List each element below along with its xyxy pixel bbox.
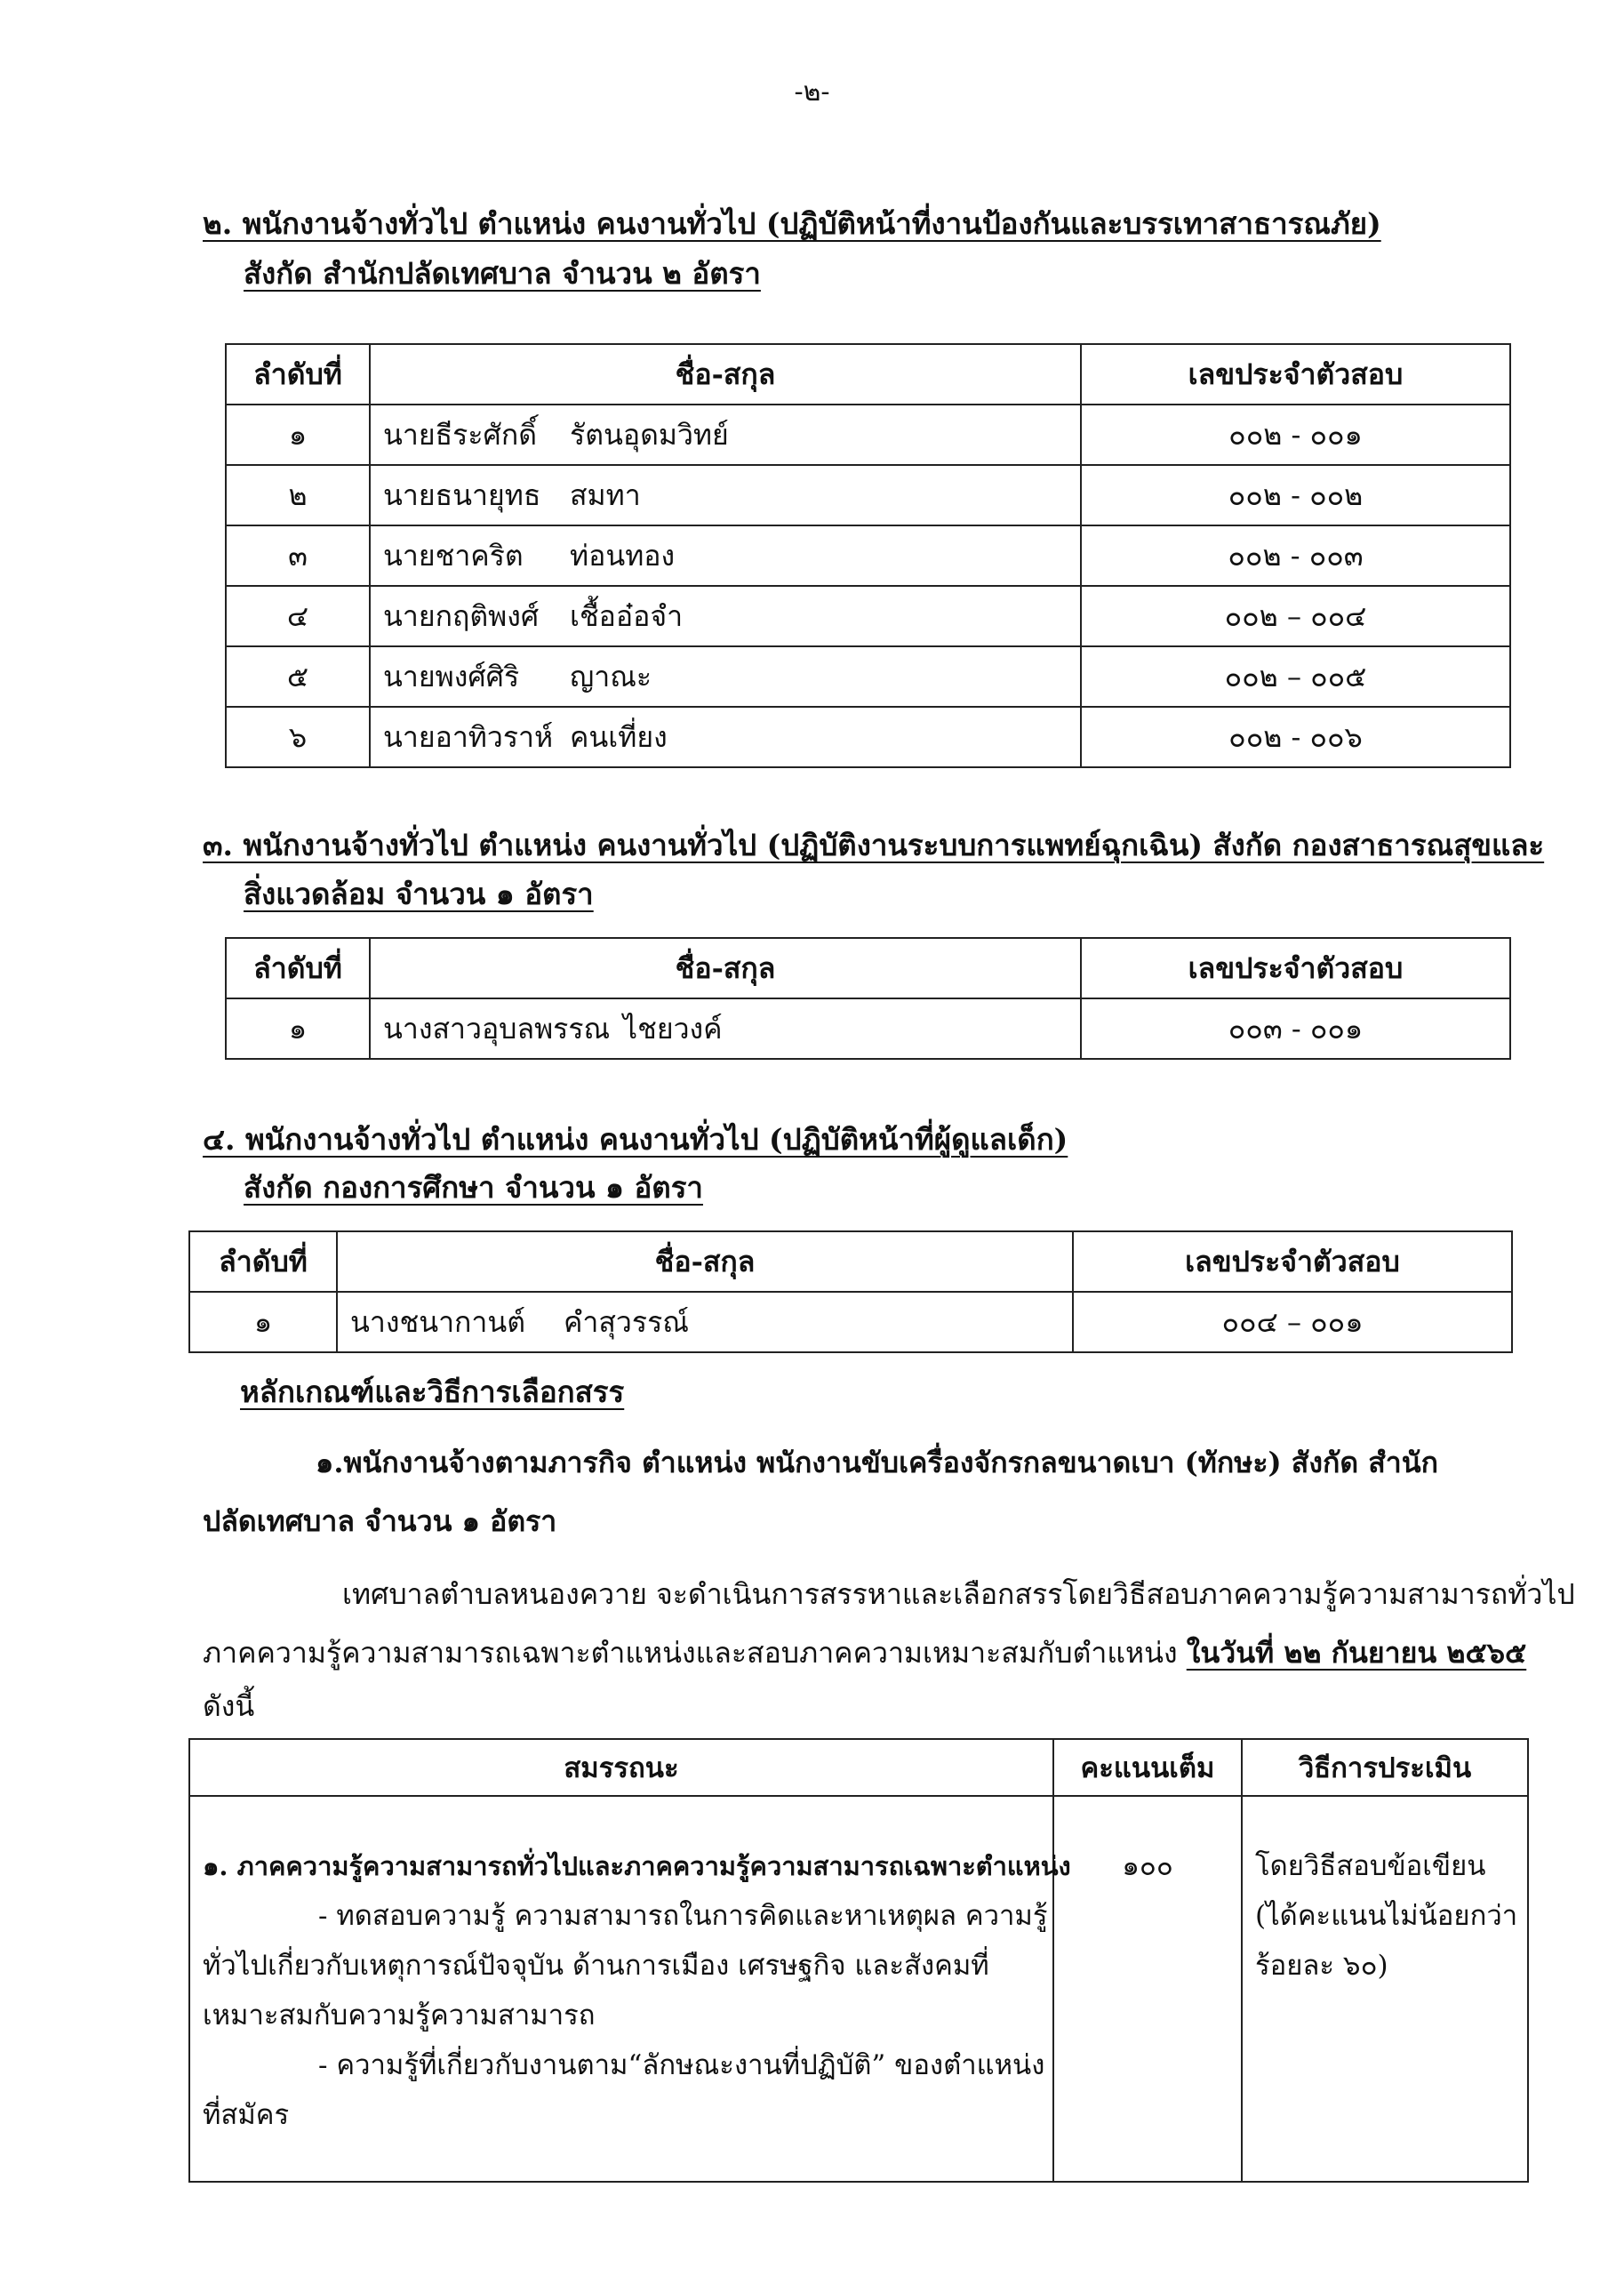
row-no: ๕ (226, 646, 370, 707)
row-exam-id: ๐๐๒ - ๐๐๑ (1081, 405, 1510, 465)
table-row (226, 707, 1510, 767)
criteria-item1-line2: ปลัดเทศบาล จำนวน ๑ อัตรา (203, 1504, 557, 1538)
criteria-paragraph-line2: ภาคความรู้ความสามารถเฉพาะตำแหน่งและสอบภาคความเหมาะสมกับตำแหน่ง ในวันที่ ๒๒ กันยายน ๒๕๖๕ (203, 1636, 1527, 1670)
row-exam-id: ๐๐๒ – ๐๐๕ (1081, 646, 1510, 707)
table-row (226, 465, 1510, 525)
col-header-competency: สมรรถนะ (189, 1739, 1053, 1796)
section3-heading-line2: สิ่งแวดล้อม จำนวน ๑ อัตรา (244, 877, 594, 911)
method-line2: (ได้คะแนนไม่น้อยกว่า (1255, 1900, 1518, 1932)
col-header-no: ลำดับที่ (189, 1231, 337, 1292)
col-header-name: ชื่อ-สกุล (370, 938, 1081, 998)
competency-bullet2-line1: - ความรู้ที่เกี่ยวกับงานตาม“ลักษณะงานที่ปฏิบัติ” ของตำแหน่ง (318, 2049, 1045, 2081)
exam-date: ในวันที่ ๒๒ กันยายน ๒๕๖๕ (1186, 1636, 1527, 1670)
method-cell (1242, 1796, 1528, 2182)
table-row (226, 525, 1510, 586)
row-name: นายธนายุทธ สมทา (370, 465, 1081, 525)
row-name: นายกฤติพงศ์ เชื้ออ๋อจำ (370, 586, 1081, 646)
criteria-paragraph-line3: ดังนี้ (203, 1689, 255, 1723)
col-header-no: ลำดับที่ (226, 344, 370, 405)
method-line1: โดยวิธีสอบข้อเขียน (1255, 1850, 1486, 1882)
col-header-exam-id: เลขประจำตัวสอบ (1081, 938, 1510, 998)
competency-title: ๑. ภาคความรู้ความสามารถทั่วไปและภาคความรู้ความสามารถเฉพาะตำแหน่ง (203, 1851, 1071, 1881)
col-header-name: ชื่อ-สกุล (370, 344, 1081, 405)
table-header-row (226, 344, 1510, 405)
row-no: ๓ (226, 525, 370, 586)
col-header-name: ชื่อ-สกุล (337, 1231, 1073, 1292)
section2-table (225, 343, 1511, 768)
section3-heading-line1: ๓. พนักงานจ้างทั่วไป ตำแหน่ง คนงานทั่วไป (ปฏิบัติงานระบบการแพทย์ฉุกเฉิน) สังกัด กองสาธารณสุขและ (203, 828, 1545, 862)
row-exam-id: ๐๐๒ - ๐๐๖ (1081, 707, 1510, 767)
section4-heading-line2: สังกัด กองการศึกษา จำนวน ๑ อัตรา (244, 1170, 703, 1205)
table-row (226, 586, 1510, 646)
row-name: นายพงศ์ศิริ ญาณะ (370, 646, 1081, 707)
row-exam-id: ๐๐๓ - ๐๐๑ (1081, 998, 1510, 1059)
section3-table (225, 937, 1511, 1060)
table-header-row (226, 938, 1510, 998)
table-row (226, 405, 1510, 465)
section4-heading-line1: ๔. พนักงานจ้างทั่วไป ตำแหน่ง คนงานทั่วไป (ปฏิบัติหน้าที่ผู้ดูแลเด็ก) (203, 1122, 1068, 1157)
score-cell (1053, 1796, 1242, 2182)
full-score: ๑๐๐ (1122, 1850, 1173, 1882)
row-no: ๑ (226, 998, 370, 1059)
page-number: -๒- (794, 76, 830, 108)
competency-table (188, 1738, 1529, 2183)
table-row (226, 646, 1510, 707)
row-no: ๔ (226, 586, 370, 646)
section4-table (188, 1230, 1513, 1353)
row-no: ๒ (226, 465, 370, 525)
row-exam-id: ๐๐๒ - ๐๐๒ (1081, 465, 1510, 525)
table-row (189, 1796, 1528, 2182)
table-row (226, 998, 1510, 1059)
table-header-row (189, 1231, 1512, 1292)
competency-bullet1-line2: ทั่วไปเกี่ยวกับเหตุการณ์ปัจจุบัน ด้านการเมือง เศรษฐกิจ และสังคมที่ (203, 1950, 989, 1982)
row-exam-id: ๐๐๒ – ๐๐๔ (1081, 586, 1510, 646)
row-no: ๖ (226, 707, 370, 767)
method-line3: ร้อยละ ๖๐) (1255, 1950, 1388, 1982)
section2-heading-line1: ๒. พนักงานจ้างทั่วไป ตำแหน่ง คนงานทั่วไป (ปฏิบัติหน้าที่งานป้องกันและบรรเทาสาธารณภัย) (203, 206, 1381, 241)
criteria-title: หลักเกณฑ์และวิธีการเลือกสรร (240, 1374, 625, 1409)
table-row (189, 1292, 1512, 1352)
competency-bullet1-line3: เหมาะสมกับความรู้ความสามารถ (203, 2000, 596, 2032)
row-no: ๑ (226, 405, 370, 465)
col-header-method: วิธีการประเมิน (1242, 1739, 1528, 1796)
table-header-row (189, 1739, 1528, 1796)
row-exam-id: ๐๐๔ – ๐๐๑ (1073, 1292, 1512, 1352)
row-name: นายธีระศักดิ์ รัตนอุดมวิทย์ (370, 405, 1081, 465)
row-exam-id: ๐๐๒ - ๐๐๓ (1081, 525, 1510, 586)
row-name: นายอาทิวราห์ คนเที่ยง (370, 707, 1081, 767)
criteria-paragraph-line1: เทศบาลตำบลหนองควาย จะดำเนินการสรรหาและเลือกสรรโดยวิธีสอบภาคความรู้ความสามารถทั่วไป (342, 1577, 1575, 1611)
section2-heading-line2: สังกัด สำนักปลัดเทศบาล จำนวน ๒ อัตรา (244, 256, 761, 291)
criteria-item1-line1: ๑.พนักงานจ้างตามภารกิจ ตำแหน่ง พนักงานขับเครื่องจักรกลขนาดเบา (ทักษะ) สังกัด สำนัก (316, 1446, 1438, 1479)
row-no: ๑ (189, 1292, 337, 1352)
row-name: นายชาคริต ท่อนทอง (370, 525, 1081, 586)
competency-bullet1-line1: - ทดสอบความรู้ ความสามารถในการคิดและหาเหตุผล ความรู้ (318, 1900, 1048, 1932)
col-header-exam-id: เลขประจำตัวสอบ (1073, 1231, 1512, 1292)
col-header-exam-id: เลขประจำตัวสอบ (1081, 344, 1510, 405)
row-name: นางสาวอุบลพรรณ ไชยวงค์ (370, 998, 1081, 1059)
competency-bullet2-line2: ที่สมัคร (203, 2099, 290, 2131)
row-name: นางชนากานต์ คำสุวรรณ์ (337, 1292, 1073, 1352)
col-header-no: ลำดับที่ (226, 938, 370, 998)
competency-cell (189, 1796, 1071, 2182)
col-header-full-score: คะแนนเต็ม (1053, 1739, 1242, 1796)
